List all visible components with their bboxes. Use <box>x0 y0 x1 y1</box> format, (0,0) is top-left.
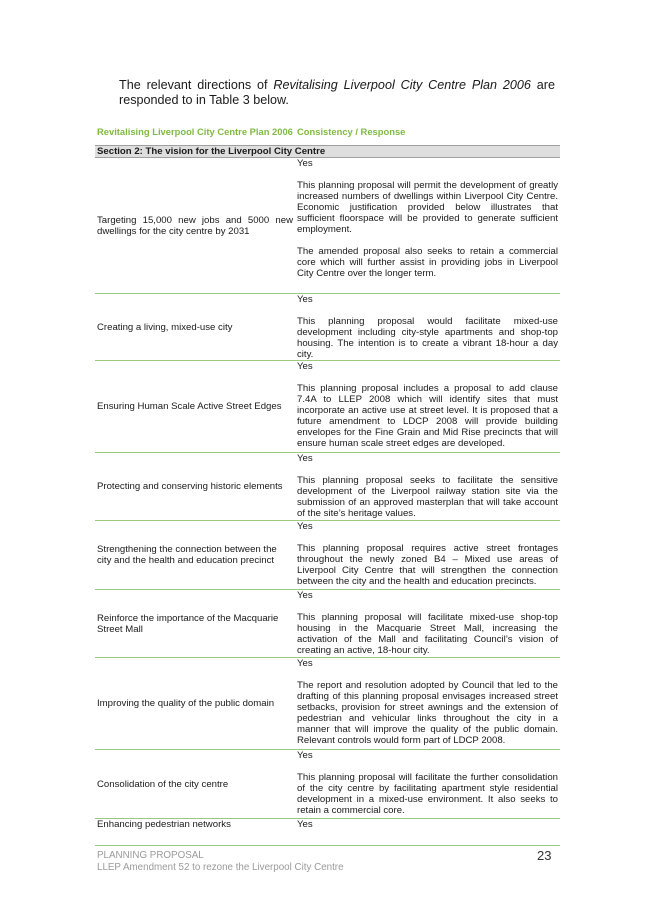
row-response <box>295 819 560 831</box>
row-response <box>295 750 560 819</box>
footer-document-info <box>97 850 344 874</box>
consistency-yes: Yes <box>297 658 313 669</box>
table-row <box>95 294 560 361</box>
consistency-yes: Yes <box>297 819 313 830</box>
row-direction: Reinforce the importance of the Macquarie Street Mall <box>95 590 295 658</box>
row-direction: Strengthening the connection between the city and the health and education precinct <box>95 521 295 590</box>
footer-divider <box>95 845 560 846</box>
section-heading: Section 2: The vision for the Liverpool City Centre <box>95 146 560 158</box>
header-plan: Revitalising Liverpool City Centre Plan 2006 <box>97 125 293 137</box>
row-response <box>295 453 560 521</box>
table-row <box>95 590 560 658</box>
row-response <box>295 590 560 658</box>
row-response <box>295 361 560 453</box>
consistency-yes: Yes <box>297 361 313 372</box>
footer-title: PLANNING PROPOSAL <box>97 850 204 861</box>
response-paragraph: This planning proposal will facilitate the further consolidation of the city centre by facilitating apartment style residential development in a mixed-use environment. It also seeks to retain a commercial core. <box>297 772 558 816</box>
row-direction: Improving the quality of the public domain <box>95 658 295 750</box>
consistency-yes: Yes <box>297 590 313 601</box>
response-paragraph: The amended proposal also seeks to retain a commercial core which will further assist in providing jobs in Liverpool City Centre over the longer term. <box>297 246 558 279</box>
row-direction: Enhancing pedestrian networks <box>97 819 231 830</box>
response-paragraph: This planning proposal requires active street frontages throughout the newly zoned B4 – Mixed use areas of Liverpool City Centre that will strengthen the connection between the city and the health and education precincts. <box>297 543 558 587</box>
response-paragraph: This planning proposal seeks to facilitate the sensitive development of the Liverpool railway station site via the submission of an approved masterplan that will take account of the site’s heritage values. <box>297 475 558 519</box>
consistency-yes: Yes <box>297 453 313 464</box>
page-number: 23 <box>537 848 552 863</box>
row-direction: Creating a living, mixed-use city <box>95 294 295 361</box>
row-response <box>295 294 560 361</box>
table-row <box>95 819 560 831</box>
consistency-yes: Yes <box>297 521 313 532</box>
response-paragraph: This planning proposal would facilitate mixed-use development including city-style apartments and shop-top housing. The intention is to create a vibrant 18-hour a day city. <box>297 316 558 360</box>
footer-subtitle: LLEP Amendment 52 to rezone the Liverpool City Centre <box>97 862 344 873</box>
row-response <box>295 658 560 750</box>
table-row <box>95 361 560 453</box>
intro-paragraph <box>119 78 555 108</box>
row-direction: Protecting and conserving historic elements <box>95 453 295 521</box>
row-direction: Ensuring Human Scale Active Street Edges <box>95 361 295 453</box>
consistency-table <box>95 120 560 831</box>
row-direction: Targeting 15,000 new jobs and 5000 new dwellings for the city centre by 2031 <box>95 158 295 294</box>
row-response <box>295 158 560 294</box>
header-response: Consistency / Response <box>297 125 406 137</box>
consistency-yes: Yes <box>297 294 313 305</box>
table-row <box>95 158 560 294</box>
table-row <box>95 453 560 521</box>
row-direction: Consolidation of the city centre <box>95 750 295 819</box>
consistency-yes: Yes <box>297 158 313 169</box>
row-response <box>295 521 560 590</box>
table-row <box>95 521 560 590</box>
intro-text-before: The relevant directions of <box>119 78 274 92</box>
table-row <box>95 658 560 750</box>
intro-plan-title: Revitalising Liverpool City Centre Plan 2006 <box>273 78 531 92</box>
response-paragraph: This planning proposal includes a proposal to add clause 7.4A to LLEP 2008 which will identify sites that must incorporate an active use at street level. It is proposed that a future amendment to LDCP 2008 will provide building envelopes for the Fine Grain and Mid Rise precincts that will ensure human scale street edges are developed. <box>297 383 558 449</box>
section-row <box>95 146 560 158</box>
response-paragraph: This planning proposal will facilitate mixed-use shop-top housing in the Macquarie Street Mall, increasing the activation of the Mall and facilitating Council’s vision of creating an active, 18-hour city. <box>297 612 558 656</box>
intro-text-after: are responded to in Table 3 below. <box>119 78 555 107</box>
response-paragraph: This planning proposal will permit the development of greatly increased numbers of dwellings within Liverpool City Centre. Economic justification provided below illustrates that sufficient floorspace will be provided to generate sufficient employment. <box>297 180 558 235</box>
table-row <box>95 750 560 819</box>
consistency-yes: Yes <box>297 750 313 761</box>
response-paragraph: The report and resolution adopted by Council that led to the drafting of this planning proposal envisages increased street setbacks, provision for street awnings and the extension of pedestrian and vehicular links throughout the city in a manner that will improve the quality of the public domain. Relevant controls would form part of LDCP 2008. <box>297 680 558 746</box>
